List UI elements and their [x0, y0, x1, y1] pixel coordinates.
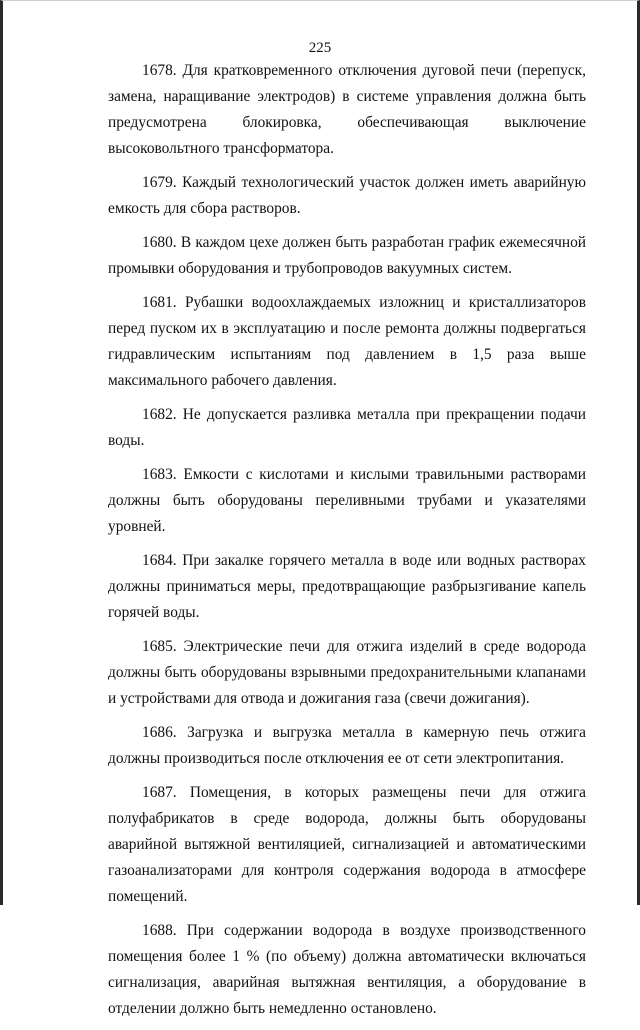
paragraph-1687: 1687. Помещения, в которых размещены печи для отжига полуфабрикатов в среде водорода, должны быть оборудованы аварийной вытяжной вентиляцией, сигнализацией и автоматическими газоанализаторами для контроля содержания водорода в атмосфере помещений.: [108, 784, 586, 905]
document-body: [108, 58, 586, 1030]
paragraph-1678: 1678. Для кратковременного отключения дуговой печи (перепуск, замена, наращивание электродов) в системе управления должна быть предусмотрена блокировка, обеспечивающая выключение высоковольтного трансформатора.: [108, 62, 586, 157]
paragraph-1682: 1682. Не допускается разливка металла при прекращении подачи воды.: [108, 406, 586, 449]
paragraph-1684: 1684. При закалке горячего металла в воде или водных растворах должны приниматься меры, предотвращающие разбрызгивание капель горячей воды.: [108, 552, 586, 621]
page-number: 225: [308, 40, 332, 56]
paragraph-1688: 1688. При содержании водорода в воздухе производственного помещения более 1 % (по объему) должна автоматически включаться сигнализация, аварийная вытяжная вентиляция, а оборудование в отделении должно быть немедленно остановлено.: [108, 922, 586, 1017]
paragraph-1680: 1680. В каждом цехе должен быть разработан график ежемесячной промывки оборудования и трубопроводов вакуумных систем.: [108, 234, 586, 277]
paragraph-1685: 1685. Электрические печи для отжига изделий в среде водорода должны быть оборудованы взрывными предохранительными клапанами и устройствами для отвода и дожигания газа (свечи дожигания).: [108, 638, 586, 707]
paragraph-1679: 1679. Каждый технологический участок должен иметь аварийную емкость для сбора растворов.: [108, 174, 586, 217]
paragraph-1683: 1683. Емкости с кислотами и кислыми травильными растворами должны быть оборудованы переливными трубами и указателями уровней.: [108, 466, 586, 535]
paragraph-1681: 1681. Рубашки водоохлаждаемых изложниц и кристаллизаторов перед пуском их в эксплуатацию и после ремонта должны подвергаться гидравлическим испытаниям под давлением в 1,5 раза выше максимального рабочего давления.: [108, 294, 586, 389]
paragraph-1686: 1686. Загрузка и выгрузка металла в камерную печь отжига должны производиться после отключения ее от сети электропитания.: [108, 724, 586, 767]
